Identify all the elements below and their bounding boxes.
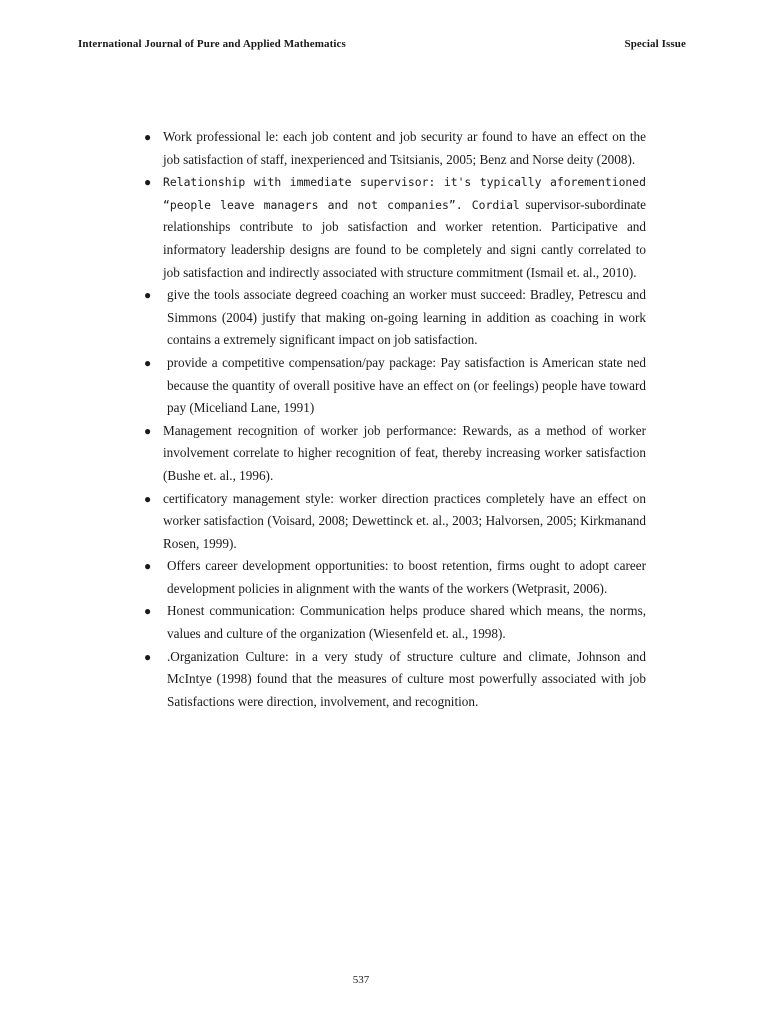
- list-item: [140, 646, 646, 714]
- page-number: 537: [352, 974, 370, 986]
- bullet-icon: ●: [144, 130, 152, 144]
- list-item: [140, 488, 646, 556]
- bullet-icon: ●: [144, 175, 152, 190]
- list-item: [140, 171, 646, 284]
- list-item-text: give the tools associate degreed coaching an worker must succeed: Bradley, Petrescu and Simmons (2004) justify that making on-going learning in addition as coaching in work contains a extremely significant impact on job satisfaction.: [167, 287, 646, 348]
- bullet-icon: ●: [144, 491, 152, 506]
- bullet-icon: ●: [144, 559, 152, 574]
- list-item-lead-text: Relationship with immediate supervisor: it's typically aforementioned “people leave managers and not companies”. Cordial: [163, 175, 646, 212]
- issue-label: Special Issue: [624, 38, 686, 50]
- list-item-text: Offers career development opportunities: to boost retention, firms ought to adopt career development policies in alignment with the wants of the workers (Wetprasit, 2006).: [167, 558, 646, 596]
- list-item-text: .Organization Culture: in a very study of structure culture and climate, Johnson and McIntye (1998) found that the measures of culture most powerfully associated with job Satisfactions were direction, involvement, and recognition.: [167, 648, 646, 709]
- list-item-text: supervisor-subordinate relationships contribute to job satisfaction and worker retention. Participative and informatory leadership designs are found to be completely and signi cantly correlated to job satisfaction and indirectly associated with structure commitment (Ismail et. al., 2010).: [163, 196, 647, 280]
- bullet-icon: ●: [144, 604, 152, 619]
- list-item-text: certificatory management style: worker direction practices completely have an effect on worker satisfaction (Voisard, 2008; Dewettinck et. al., 2003; Halvorsen, 2005; Kirkmanand Rosen, 1999).: [163, 490, 646, 551]
- list-item-text: Honest communication: Communication helps produce shared which means, the norms, values and culture of the organization (Wiesenfeld et. al., 1998).: [167, 603, 646, 642]
- list-item-text: Work professional le: each job content and job security ar found to have an effect on the job satisfaction of staff, inexperienced and Tsitsianis, 2005; Benz and Norse deity (2008).: [163, 129, 646, 167]
- list-item: [140, 555, 646, 600]
- bullet-list: [140, 126, 646, 713]
- list-item: [140, 420, 646, 488]
- bullet-icon: ●: [144, 288, 152, 303]
- list-item-text: Management recognition of worker job performance: Rewards, as a method of worker involvement correlate to higher recognition of feat, thereby increasing worker satisfaction (Bushe et. al., 1996).: [163, 422, 646, 483]
- journal-title: International Journal of Pure and Applied Mathematics: [78, 38, 346, 50]
- list-item: [140, 126, 646, 171]
- list-item: [140, 284, 646, 352]
- bullet-icon: ●: [144, 355, 152, 370]
- list-item: [140, 352, 646, 420]
- list-item: [140, 600, 646, 645]
- list-item-text: provide a competitive compensation/pay package: Pay satisfaction is American state ned because the quantity of overall positive have an effect on (or feelings) people have toward pay (Miceliand Lane, 1991): [167, 354, 646, 416]
- bullet-icon: ●: [144, 423, 152, 438]
- bullet-icon: ●: [144, 649, 152, 664]
